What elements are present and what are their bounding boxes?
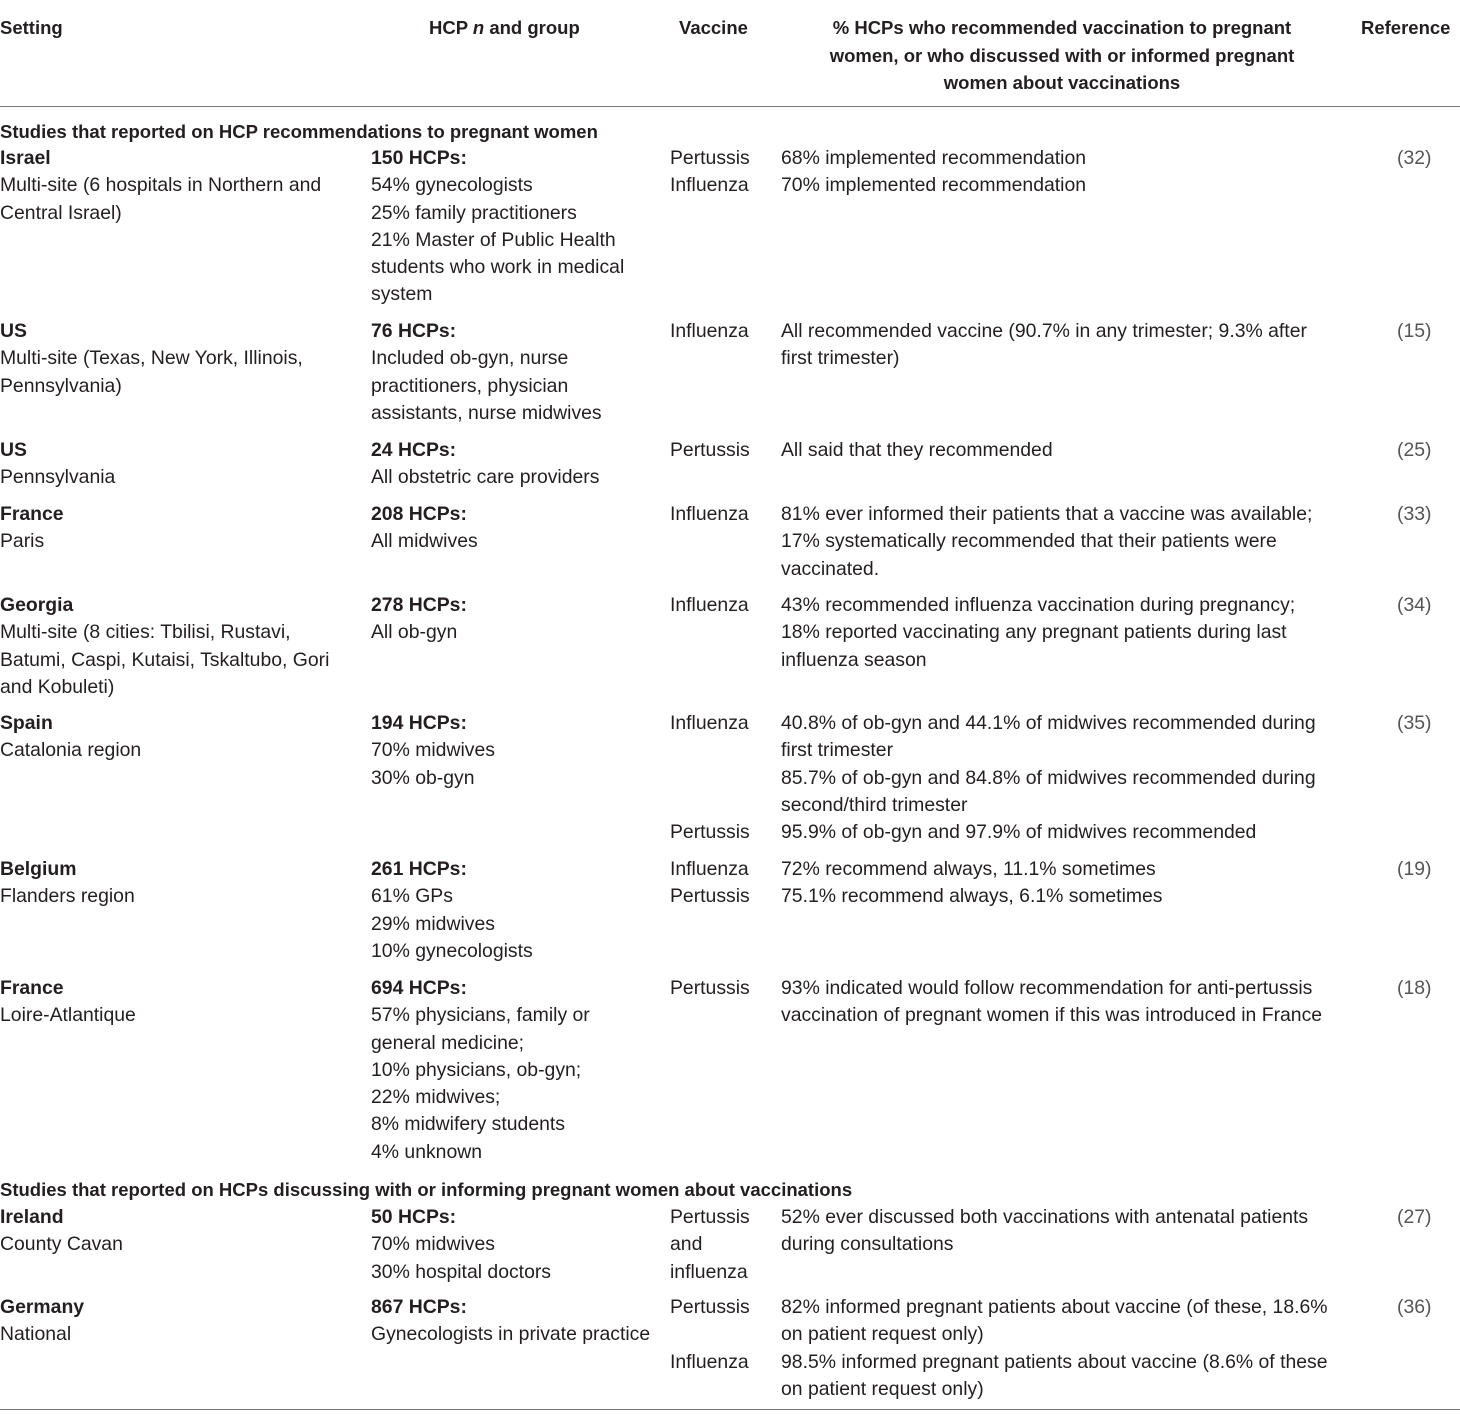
percent-text: vaccination of pregnant women if this was introduced in France <box>781 1004 1323 1027</box>
setting-cell <box>0 856 360 911</box>
percent-text: first trimester) <box>781 347 900 370</box>
setting-text: Flanders region <box>0 885 135 908</box>
hcp-group-text: 30% hospital doctors <box>371 1260 552 1283</box>
setting-cell <box>0 437 360 492</box>
vaccine-text: Influenza <box>670 320 749 342</box>
setting-text: Pennsylvania) <box>0 374 122 397</box>
setting-cell <box>0 592 360 701</box>
vaccine-cell <box>670 145 775 200</box>
vaccine-text: Pertussis <box>670 977 750 999</box>
table-header <box>0 10 1460 107</box>
hcp-cell <box>371 318 666 427</box>
setting-text: Multi-site (8 cities: Tbilisi, Rustavi, <box>0 621 291 644</box>
vaccine-cell <box>670 1204 775 1286</box>
percent-cell <box>781 710 1346 846</box>
hcp-group-text: students who work in medical <box>371 256 625 279</box>
hcp-group-text: All ob-gyn <box>371 621 458 644</box>
header-hcp-pre: HCP <box>429 17 473 38</box>
percent-text: 81% ever informed their patients that a vaccine was available; <box>781 503 1313 525</box>
header-hcp-n: n <box>472 17 485 38</box>
vaccine-text: Influenza <box>670 712 749 734</box>
vaccine-cell <box>670 975 775 1002</box>
setting-text: Paris <box>0 530 45 553</box>
vaccine-cell <box>670 501 775 528</box>
setting-text: Pennsylvania <box>0 466 116 489</box>
percent-text: 43% recommended influenza vaccination during pregnancy; <box>781 594 1296 616</box>
vaccine-cell <box>670 318 775 345</box>
percent-cell <box>781 856 1346 911</box>
vaccine-cell <box>670 710 775 846</box>
reference-cell <box>1397 318 1457 345</box>
header-setting: Setting <box>0 17 63 38</box>
hcp-cell <box>371 1294 666 1349</box>
reference-cell <box>1397 856 1457 883</box>
percent-cell <box>781 145 1346 200</box>
reference-text: (19) <box>1397 858 1432 880</box>
vaccine-text: Pertussis <box>670 1296 750 1318</box>
setting-text: County Cavan <box>0 1233 123 1256</box>
hcp-count: 694 HCPs: <box>371 977 467 999</box>
vaccine-text: Influenza <box>670 858 749 880</box>
setting-text: Catalonia region <box>0 739 142 762</box>
setting-text: Multi-site (Texas, New York, Illinois, <box>0 347 303 370</box>
hcp-count: 150 HCPs: <box>371 147 467 169</box>
hcp-cell <box>371 975 666 1166</box>
hcp-count: 194 HCPs: <box>371 712 467 734</box>
percent-cell <box>781 1204 1346 1259</box>
reference-cell <box>1397 501 1457 528</box>
hcp-group-text: 21% Master of Public Health <box>371 228 616 251</box>
hcp-count: 24 HCPs: <box>371 439 457 461</box>
vaccine-cell <box>670 592 775 619</box>
hcp-group-text: 70% midwives <box>371 739 495 762</box>
country-name: Spain <box>0 712 53 734</box>
country-name: Georgia <box>0 594 74 616</box>
hcp-group-text: 22% midwives; <box>371 1086 501 1109</box>
hcp-group-text: 4% unknown <box>371 1140 483 1163</box>
percent-cell <box>781 592 1346 674</box>
hcp-group-text: general medicine; <box>371 1031 525 1054</box>
vaccine-cell <box>670 1294 775 1376</box>
hcp-cell <box>371 592 666 647</box>
percent-text: 18% reported vaccinating any pregnant patients during last <box>781 621 1287 644</box>
reference-text: (33) <box>1397 503 1432 525</box>
percent-text: on patient request only) <box>781 1377 984 1400</box>
hcp-count: 50 HCPs: <box>371 1206 457 1228</box>
setting-text: National <box>0 1323 72 1346</box>
hcp-count: 278 HCPs: <box>371 594 467 616</box>
header-hcp-post: and group <box>484 17 580 38</box>
country-name: Ireland <box>0 1206 64 1228</box>
reference-text: (34) <box>1397 594 1432 616</box>
percent-text: first trimester <box>781 739 894 762</box>
reference-cell <box>1397 145 1457 172</box>
vaccine-text <box>670 1321 775 1348</box>
percent-text: 72% recommend always, 11.1% sometimes <box>781 858 1156 880</box>
reference-cell <box>1397 1294 1457 1321</box>
percent-text: during consultations <box>781 1233 954 1256</box>
country-name: Israel <box>0 147 51 169</box>
vaccine-text: Influenza <box>670 1350 749 1373</box>
header-hcp <box>429 14 580 42</box>
setting-cell <box>0 318 360 400</box>
percent-text: 82% informed pregnant patients about vaccine (of these, 18.6% <box>781 1296 1328 1318</box>
hcp-count: 867 HCPs: <box>371 1296 467 1318</box>
header-percent-line: women about vaccinations <box>943 72 1181 93</box>
reference-text: (32) <box>1397 147 1432 169</box>
reference-cell <box>1397 437 1457 464</box>
country-name: US <box>0 320 27 342</box>
hcp-cell <box>371 501 666 556</box>
section-discussing: Studies that reported on HCPs discussing with or informing pregnant women about vaccinations <box>0 1179 853 1200</box>
bottom-rule <box>0 1409 1460 1410</box>
hcp-cell <box>371 710 666 792</box>
reference-text: (27) <box>1397 1206 1432 1228</box>
hcp-group-text: 10% gynecologists <box>371 939 533 962</box>
setting-text: and Kobuleti) <box>0 675 115 698</box>
hcp-count: 76 HCPs: <box>371 320 457 342</box>
hcp-group-text: All midwives <box>371 530 478 553</box>
hcp-group-text: 70% midwives <box>371 1233 495 1256</box>
percent-cell <box>781 501 1346 583</box>
percent-text: second/third trimester <box>781 793 968 816</box>
vaccine-text: Pertussis <box>670 821 750 844</box>
country-name: France <box>0 503 64 525</box>
hcp-group-text: All obstetric care providers <box>371 466 600 489</box>
setting-cell <box>0 501 360 556</box>
setting-cell <box>0 1204 360 1259</box>
hcp-cell <box>371 145 666 309</box>
hcp-cell <box>371 856 666 965</box>
hcp-group-text: 54% gynecologists <box>371 174 533 197</box>
setting-cell <box>0 710 360 765</box>
header-vaccine: Vaccine <box>679 17 748 38</box>
hcp-group-text: 30% ob-gyn <box>371 766 475 789</box>
vaccine-cell <box>670 856 775 911</box>
vaccine-text <box>670 737 775 764</box>
reference-text: (15) <box>1397 320 1432 342</box>
percent-text: on patient request only) <box>781 1323 984 1346</box>
percent-text: 52% ever discussed both vaccinations with antenatal patients <box>781 1206 1309 1228</box>
hcp-group-text: Included ob-gyn, nurse <box>371 347 569 370</box>
hcp-group-text: 8% midwifery students <box>371 1113 565 1136</box>
percent-text: All said that they recommended <box>781 439 1053 461</box>
vaccine-text: Pertussis <box>670 439 750 461</box>
percent-text: 85.7% of ob-gyn and 84.8% of midwives recommended during <box>781 766 1316 789</box>
vaccine-text: Influenza <box>670 503 749 525</box>
percent-text: 70% implemented recommendation <box>781 174 1087 197</box>
percent-text: influenza season <box>781 648 927 671</box>
hcp-group-text: practitioners, physician <box>371 374 569 397</box>
vaccine-text: and <box>670 1233 703 1256</box>
hcp-group-text: 57% physicians, family or <box>371 1004 590 1027</box>
vaccine-text: Pertussis <box>670 1206 750 1228</box>
setting-text: Central Israel) <box>0 201 122 224</box>
reference-cell <box>1397 1204 1457 1231</box>
header-percent-line: % HCPs who recommended vaccination to pregnant <box>832 17 1292 38</box>
hcp-cell <box>371 1204 666 1286</box>
vaccine-text: Pertussis <box>670 147 750 169</box>
percent-text: 98.5% informed pregnant patients about vaccine (8.6% of these <box>781 1350 1328 1373</box>
setting-text: Batumi, Caspi, Kutaisi, Tskaltubo, Gori <box>0 648 330 671</box>
header-percent <box>782 14 1342 97</box>
vaccine-text: Pertussis <box>670 885 750 908</box>
header-percent-line: women, or who discussed with or informed pregnant <box>829 44 1295 66</box>
reference-text: (36) <box>1397 1296 1432 1318</box>
reference-cell <box>1397 592 1457 619</box>
country-name: Germany <box>0 1296 85 1318</box>
hcp-count: 208 HCPs: <box>371 503 467 525</box>
setting-cell <box>0 1294 360 1349</box>
reference-text: (25) <box>1397 439 1432 461</box>
country-name: Belgium <box>0 858 77 880</box>
hcp-count: 261 HCPs: <box>371 858 467 880</box>
setting-text: Multi-site (6 hospitals in Northern and <box>0 174 322 197</box>
percent-text: 95.9% of ob-gyn and 97.9% of midwives recommended <box>781 821 1257 844</box>
vaccine-text: Influenza <box>670 594 749 616</box>
reference-cell <box>1397 710 1457 737</box>
vaccine-text: influenza <box>670 1260 748 1283</box>
percent-text: vaccinated. <box>781 557 880 580</box>
percent-cell <box>781 1294 1346 1403</box>
header-reference: Reference <box>1361 17 1451 38</box>
percent-text: 75.1% recommend always, 6.1% sometimes <box>781 885 1163 908</box>
percent-cell <box>781 975 1346 1030</box>
hcp-group-text: 10% physicians, ob-gyn; <box>371 1058 582 1081</box>
reference-text: (35) <box>1397 712 1432 734</box>
section-recommendations: Studies that reported on HCP recommendations to pregnant women <box>0 121 598 142</box>
percent-text: 68% implemented recommendation <box>781 147 1087 169</box>
hcp-cell <box>371 437 666 492</box>
setting-cell <box>0 975 360 1030</box>
vaccine-text: Influenza <box>670 174 749 197</box>
percent-cell <box>781 318 1346 373</box>
hcp-group-text: 29% midwives <box>371 912 495 935</box>
hcp-group-text: 25% family practitioners <box>371 201 577 224</box>
setting-text: Loire-Atlantique <box>0 1004 136 1027</box>
vaccine-text <box>670 792 775 819</box>
reference-text: (18) <box>1397 977 1432 999</box>
percent-text: 93% indicated would follow recommendation for anti-pertussis <box>781 977 1313 999</box>
percent-text: 17% systematically recommended that their patients were <box>781 530 1277 553</box>
hcp-group-text: system <box>371 283 433 306</box>
hcp-group-text: 61% GPs <box>371 885 453 908</box>
hcp-group-text: Gynecologists in private practice <box>371 1323 651 1346</box>
setting-cell <box>0 145 360 227</box>
percent-text: All recommended vaccine (90.7% in any trimester; 9.3% after <box>781 320 1307 342</box>
vaccine-text <box>670 765 775 792</box>
percent-cell <box>781 437 1346 464</box>
reference-cell <box>1397 975 1457 1002</box>
country-name: US <box>0 439 27 461</box>
vaccine-cell <box>670 437 775 464</box>
country-name: France <box>0 977 64 999</box>
hcp-group-text: assistants, nurse midwives <box>371 401 602 424</box>
percent-text: 40.8% of ob-gyn and 44.1% of midwives recommended during <box>781 712 1316 734</box>
